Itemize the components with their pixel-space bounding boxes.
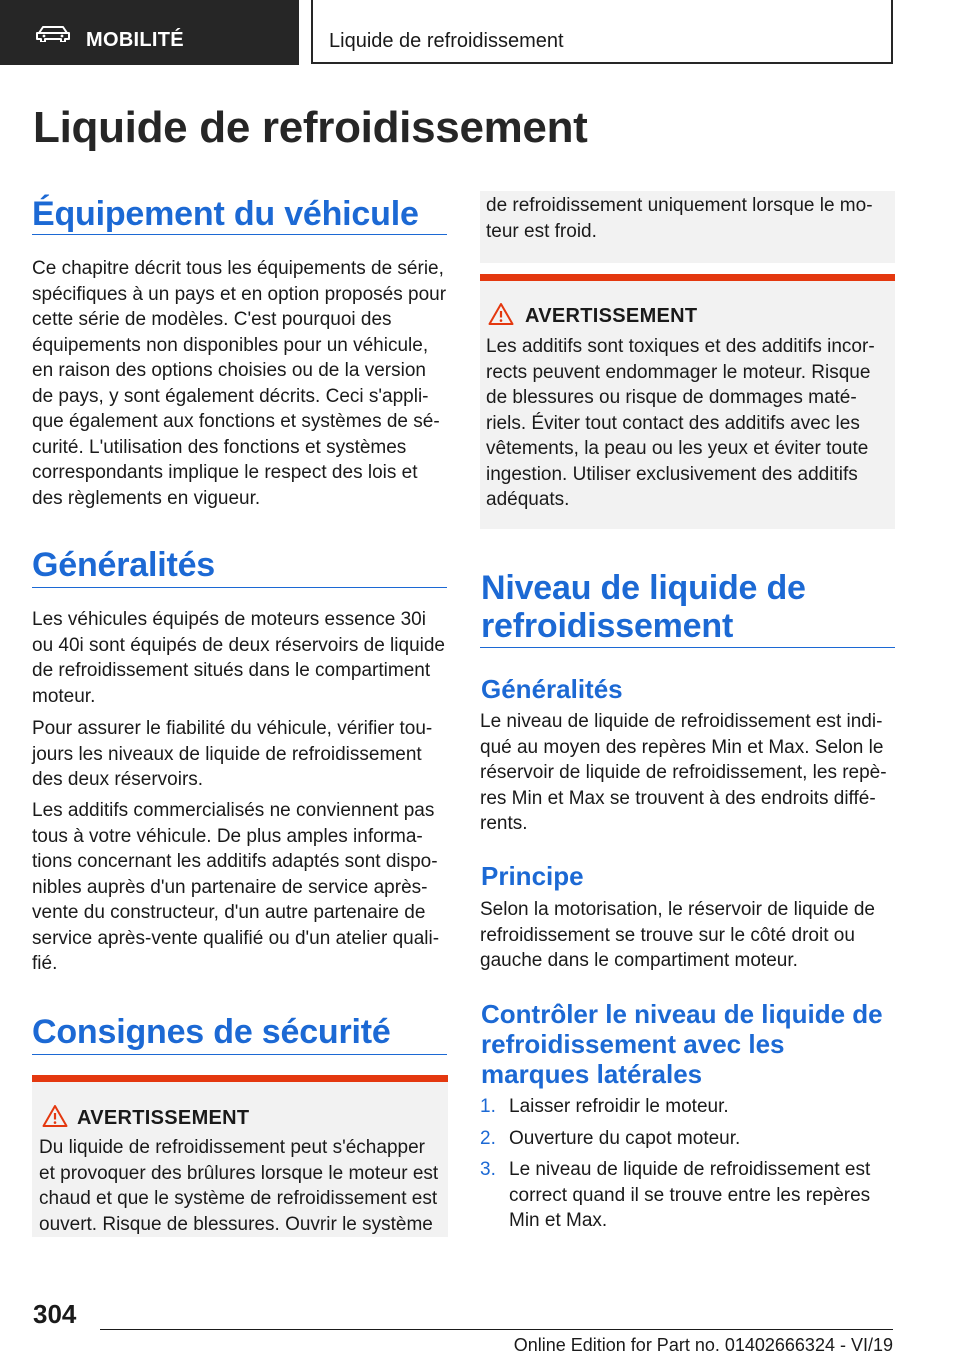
car-icon (36, 26, 70, 42)
paragraph-principe: Selon la motorisation, le réservoir de liquide de refroidissement se trouve sur le côté droit ou gauche dans le compartiment moteur. (480, 899, 875, 971)
breadcrumb (311, 0, 893, 64)
heading-rule (32, 234, 447, 235)
list-item (480, 1094, 890, 1120)
steps-list (480, 1094, 890, 1240)
step-text: Le niveau de liquide de refroidissement est correct quand il se trouve entre les repères Min et Max. (509, 1159, 871, 1231)
section-tab (0, 0, 299, 65)
paragraph-generalites-1: Les véhicules équipés de moteurs essence 30i ou 40i sont équipés de deux réservoirs de liquide de refroidissement situés dans le compartiment moteur. (32, 609, 445, 707)
breadcrumb-label: Liquide de refroidissement (329, 30, 564, 52)
warning-text: Les additifs sont toxiques et des additifs incor‐ rects peuvent endommager le moteur. Risque de blessures ou risque de dommages maté‐ riels. Éviter tout contact des additifs avec les vêtements, la peau ou les yeux et éviter toute ingestion. Utiliser exclusivement des additifs adéquats. (486, 336, 875, 510)
heading-equipement: Équipement du véhicule (32, 195, 419, 233)
step-number: 2. (480, 1127, 496, 1149)
warning-text-continued: de refroidissement uniquement lorsque le mo‐ teur est froid. (486, 195, 873, 242)
footer-rule (100, 1329, 893, 1330)
heading-generalites: Généralités (32, 546, 216, 584)
warning-box-continued (480, 191, 895, 263)
step-text: Laisser refroidir le moteur. (509, 1096, 729, 1117)
heading-rule (480, 647, 895, 648)
warning-bar (480, 274, 895, 281)
warning-box (32, 1075, 448, 1237)
warning-text: Du liquide de refroidissement peut s'échapper et provoquer des brûlures lorsque le moteur est chaud et que le système de refroidissement est ouvert. Risque de blessures. Ouvrir le système (39, 1137, 439, 1235)
heading-niveau: Niveau de liquide de refroidissement (481, 569, 806, 645)
heading-rule (32, 1054, 447, 1055)
step-number: 1. (480, 1096, 496, 1117)
heading-rule (32, 587, 447, 588)
warning-title: AVERTISSEMENT (77, 1107, 250, 1129)
step-number: 3. (480, 1159, 496, 1180)
paragraph-niveau-generalites: Le niveau de liquide de refroidissement est indi‐ qué au moyen des repères Min et Max. Selon le réservoir de liquide de refroidissement, les repè‐ res Min et Max se trouvent à des endroits diffé‐ rents. (480, 711, 887, 834)
paragraph-generalites-2: Pour assurer le fiabilité du véhicule, vérifier tou‐ jours les niveaux de liquide de refroidissement des deux réservoirs. (32, 718, 433, 790)
step-text: Ouverture du capot moteur. (509, 1127, 741, 1149)
warning-box-2 (480, 274, 895, 529)
list-item (480, 1126, 890, 1152)
subheading-controle: Contrôler le niveau de liquide de refroidissement avec les marques latérales (481, 999, 883, 1089)
list-item (480, 1157, 890, 1234)
page-title: Liquide de refroidissement (33, 103, 588, 152)
page-number: 304 (33, 1299, 77, 1329)
warning-title: AVERTISSEMENT (525, 305, 698, 327)
paragraph-equipement: Ce chapitre décrit tous les équipements de série, spécifiques à un pays et en option proposés pour cette série de modèles. C'est pourquoi des équipements non disponibles pour un véhicule, en raison des options choisies ou de la version de pays, y sont également décrits. Ceci s'appli‐ que également aux fonctions et systèmes de sé‐ curité. L'utilisation des fonctions et systèmes correspondants implique le respect des lois et des règlements en vigueur. (32, 258, 447, 509)
paragraph-generalites-3: Les additifs commercialisés ne conviennent pas tous à votre véhicule. De plus amples informa‐ tions concernant les additifs adaptés sont dispo‐ nibles auprès d'un partenaire de service après- vente du constructeur, d'un autre partenaire de service après-vente qualifié ou d'un atelier quali‐ fié. (32, 800, 440, 974)
warning-triangle-icon (42, 1104, 68, 1128)
subheading-generalites: Généralités (481, 674, 623, 704)
subheading-principe: Principe (481, 861, 584, 891)
section-label: MOBILITÉ (86, 29, 184, 51)
heading-securite: Consignes de sécurité (32, 1013, 391, 1051)
warning-triangle-icon (488, 302, 514, 326)
warning-bar (32, 1075, 448, 1082)
edition-note: Online Edition for Part no. 01402666324 - VI/19 (513, 1335, 893, 1355)
